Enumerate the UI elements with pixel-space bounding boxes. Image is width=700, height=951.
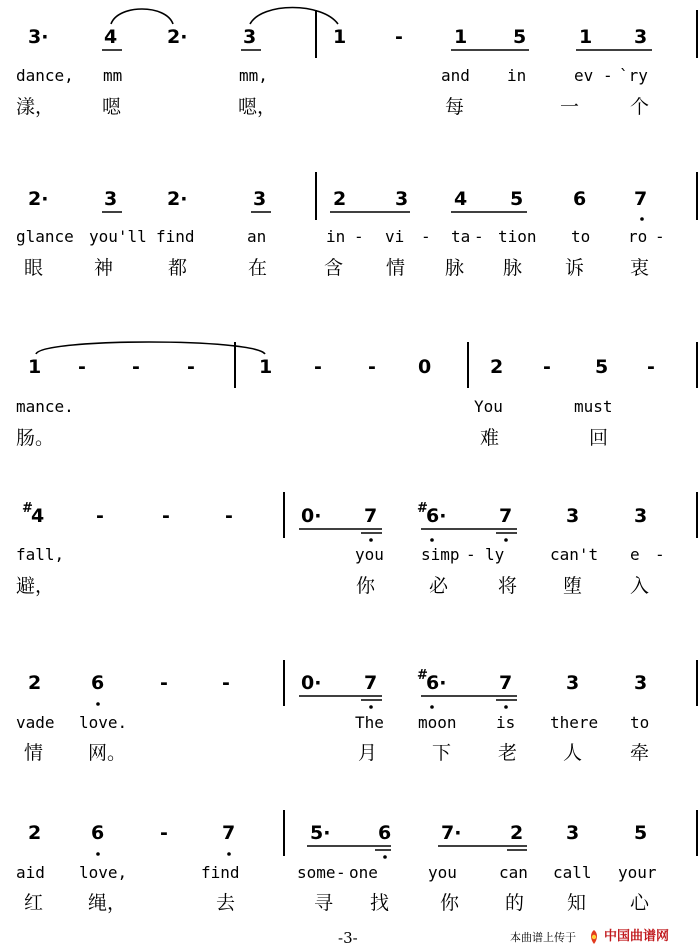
note: 2· [167, 188, 188, 210]
lyric-zh: 肠。 [16, 427, 55, 449]
lyric-en: you'll [89, 227, 147, 246]
page-number: -3- [338, 929, 358, 947]
note: 5 [634, 822, 648, 844]
lyric-en: is [496, 713, 516, 732]
dash: - [96, 505, 104, 527]
lyric-zh: 一 [560, 96, 580, 118]
note: 7 [499, 505, 513, 527]
lyric-en: one [349, 863, 378, 882]
lyric-zh: 绳， [88, 892, 127, 914]
slur [250, 8, 338, 25]
octave-dot [504, 705, 508, 709]
dash: - [647, 356, 655, 378]
note: 6 [378, 822, 392, 844]
note: 2· [28, 188, 49, 210]
note: 3 [104, 188, 118, 210]
lyric-zh: 情 [24, 742, 44, 764]
note: 1 [454, 26, 468, 48]
lyric-en: in [507, 66, 527, 85]
note: 3· [28, 26, 49, 48]
note: 6 [573, 188, 587, 210]
octave-dot [369, 705, 373, 709]
lyric-zh: 难 [480, 427, 500, 449]
note: 6· [426, 672, 447, 694]
sharp-sign: # [417, 668, 428, 683]
note: 5 [510, 188, 524, 210]
lyric-en: to [571, 227, 591, 246]
dash: - [78, 356, 86, 378]
note: 2 [490, 356, 504, 378]
octave-dot [640, 217, 644, 221]
lyric-en: - [421, 227, 431, 246]
lyric-en: your [618, 863, 657, 882]
note: 5· [310, 822, 331, 844]
lyric-en: - [466, 545, 476, 564]
lyric-en: - [474, 227, 484, 246]
note: 7 [364, 505, 378, 527]
note: 0 [418, 356, 432, 378]
octave-dot [369, 538, 373, 542]
slur [36, 342, 265, 354]
lyric-en: moon [418, 713, 457, 732]
dash: - [543, 356, 551, 378]
lyric-zh: 将 [498, 575, 518, 597]
note: 7 [634, 188, 648, 210]
lyric-en: ta [451, 227, 471, 246]
lyric-en: call [553, 863, 592, 882]
dash: - [222, 672, 230, 694]
lyric-zh: 堕 [563, 575, 583, 597]
lyric-zh: 神 [94, 257, 114, 279]
lyric-en: can't [550, 545, 599, 564]
lyric-en: to [630, 713, 650, 732]
lyric-en: there [550, 713, 599, 732]
lyric-en: ro [628, 227, 648, 246]
dash: - [132, 356, 140, 378]
upload-note: 本曲谱上传于 [510, 931, 576, 944]
note: 6 [91, 672, 105, 694]
lyric-en: some [297, 863, 336, 882]
note: 4 [31, 505, 45, 527]
octave-dot [227, 852, 231, 856]
note: 3 [395, 188, 409, 210]
slur [111, 9, 173, 24]
lyric-zh: 诉 [565, 257, 585, 279]
lyric-en: vi [385, 227, 405, 246]
lyric-en: You [474, 397, 503, 416]
lyric-en: love, [79, 863, 128, 882]
octave-dot [430, 538, 434, 542]
lyric-zh: 心 [630, 892, 650, 914]
note: 4 [454, 188, 468, 210]
dash: - [225, 505, 233, 527]
lyric-zh: 网。 [88, 742, 127, 764]
lyric-zh: 在 [248, 257, 268, 279]
lyric-en: vade [16, 713, 55, 732]
lyric-en: you [428, 863, 457, 882]
note: 7 [499, 672, 513, 694]
octave-dot [430, 705, 434, 709]
lyric-zh: 入 [630, 575, 650, 597]
lyric-en: find [201, 863, 240, 882]
lyric-en: mm, [239, 66, 268, 85]
note: 0· [301, 505, 322, 527]
lyric-en: can [499, 863, 528, 882]
lyric-en: - [336, 863, 346, 882]
octave-dot [96, 702, 100, 706]
lyric-zh: 回 [589, 427, 609, 449]
lyric-zh: 都 [168, 257, 188, 279]
dash: - [160, 822, 168, 844]
lyric-en: ly [485, 545, 505, 564]
lyric-zh: 衷 [630, 257, 650, 279]
lyric-en: `ry [619, 66, 648, 85]
note: 1 [579, 26, 593, 48]
lyric-en: The [355, 713, 384, 732]
lyric-zh: 眼 [24, 257, 44, 279]
lyric-zh: 情 [386, 257, 406, 279]
lyric-en: love. [79, 713, 128, 732]
lyric-en: must [574, 397, 613, 416]
lyric-zh: 脉 [503, 257, 523, 279]
note: 1 [259, 356, 273, 378]
lyric-zh: 漾， [16, 96, 55, 118]
lyric-en: in [326, 227, 346, 246]
lyric-en: - [354, 227, 364, 246]
note: 3 [634, 505, 648, 527]
lyric-en: you [355, 545, 384, 564]
note: 7 [222, 822, 236, 844]
lyric-zh: 含 [324, 257, 344, 279]
lyric-zh: 个 [630, 96, 650, 118]
note: 6· [426, 505, 447, 527]
note: 3 [566, 672, 580, 694]
lyric-zh: 找 [370, 892, 390, 914]
note: 2 [333, 188, 347, 210]
lyric-en: fall, [16, 545, 65, 564]
octave-dot [504, 538, 508, 542]
note: 0· [301, 672, 322, 694]
lyric-en: tion [498, 227, 537, 246]
lyric-zh: 寻 [314, 892, 334, 914]
note: 3 [634, 26, 648, 48]
note: 3 [634, 672, 648, 694]
lyric-zh: 你 [356, 575, 376, 597]
note: 3 [243, 26, 257, 48]
lyric-zh: 知 [567, 892, 587, 914]
lyric-zh: 去 [216, 892, 236, 914]
lyric-zh: 红 [24, 892, 44, 914]
note: 2· [167, 26, 188, 48]
dash: - [314, 356, 322, 378]
note: 5 [513, 26, 527, 48]
lyric-zh: 老 [498, 742, 518, 764]
lyric-zh: 嗯 [102, 96, 122, 118]
note: 2 [510, 822, 524, 844]
lyric-en: simp [421, 545, 460, 564]
lyric-en: - [603, 66, 613, 85]
lyric-zh: 下 [432, 742, 452, 764]
note: 7 [364, 672, 378, 694]
lyric-zh: 避， [16, 575, 55, 597]
lyric-en: - [655, 545, 665, 564]
dash: - [187, 356, 195, 378]
sharp-sign: # [22, 501, 33, 516]
note: 2 [28, 672, 42, 694]
dash: - [368, 356, 376, 378]
note: 4 [104, 26, 118, 48]
site-logo: 中国曲谱网 [604, 929, 670, 944]
dash: - [162, 505, 170, 527]
lyric-zh: 嗯， [238, 96, 277, 118]
note: 3 [253, 188, 267, 210]
lyric-en: glance [16, 227, 74, 246]
lyric-en: mm [103, 66, 123, 85]
note: 7· [441, 822, 462, 844]
lyric-zh: 月 [358, 742, 378, 764]
lyric-zh: 你 [440, 892, 460, 914]
lyric-zh: 脉 [445, 257, 465, 279]
dash: - [160, 672, 168, 694]
lyric-en: - [655, 227, 665, 246]
note: 6 [91, 822, 105, 844]
lyric-en: dance, [16, 66, 74, 85]
note: 1 [28, 356, 42, 378]
note: 2 [28, 822, 42, 844]
lyric-en: and [441, 66, 470, 85]
octave-dot [383, 855, 387, 859]
note: 3 [566, 505, 580, 527]
sharp-sign: # [417, 501, 428, 516]
note: 3 [566, 822, 580, 844]
lyric-zh: 牵 [630, 742, 650, 764]
lyric-en: an [247, 227, 267, 246]
lyric-zh: 的 [505, 892, 525, 914]
note: 5 [595, 356, 609, 378]
octave-dot [96, 852, 100, 856]
dash: - [395, 26, 403, 48]
lyric-en: find [156, 227, 195, 246]
lyric-zh: 必 [429, 575, 449, 597]
note: 1 [333, 26, 347, 48]
lyric-zh: 人 [563, 742, 583, 764]
lyric-en: e [630, 545, 640, 564]
lyric-en: ev [574, 66, 594, 85]
lyric-en: mance. [16, 397, 74, 416]
lyric-en: aid [16, 863, 45, 882]
lyric-zh: 每 [445, 96, 465, 118]
